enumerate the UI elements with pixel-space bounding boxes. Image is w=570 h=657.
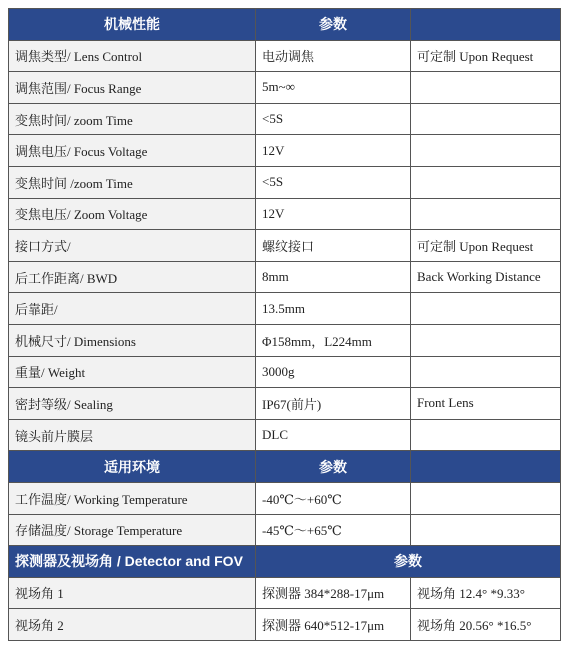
param-note [411, 514, 561, 546]
table-row [9, 324, 561, 356]
param-note: 视场角 20.56° *16.5° [411, 609, 561, 641]
table-row [9, 577, 561, 609]
param-value: 探测器 640*512-17μm [256, 609, 411, 641]
param-value: <5S [256, 166, 411, 198]
param-name: 接口方式/ [9, 230, 256, 262]
param-value: 5m~∞ [256, 72, 411, 104]
param-note [411, 166, 561, 198]
param-name: 密封等级/ Sealing [9, 388, 256, 420]
table-row [9, 135, 561, 167]
param-note: 视场角 12.4° *9.33° [411, 577, 561, 609]
param-value: 12V [256, 135, 411, 167]
param-value: 13.5mm [256, 293, 411, 325]
param-note [411, 356, 561, 388]
section-title: 探测器及视场角 / Detector and FOV [9, 546, 256, 578]
table-row [9, 103, 561, 135]
section-header [9, 546, 561, 578]
table-row [9, 293, 561, 325]
param-name: 后靠距/ [9, 293, 256, 325]
table-row [9, 388, 561, 420]
table-row [9, 198, 561, 230]
param-name: 变焦时间 /zoom Time [9, 166, 256, 198]
param-name: 后工作距离/ BWD [9, 261, 256, 293]
param-name: 重量/ Weight [9, 356, 256, 388]
table-row [9, 419, 561, 451]
param-note: Front Lens [411, 388, 561, 420]
param-name: 视场角 1 [9, 577, 256, 609]
section-header [9, 9, 561, 41]
param-value: 8mm [256, 261, 411, 293]
param-value: 12V [256, 198, 411, 230]
param-value: -40℃～+60℃ [256, 482, 411, 514]
table-row [9, 482, 561, 514]
param-note [411, 419, 561, 451]
param-value: Φ158mm，L224mm [256, 324, 411, 356]
section-column-header [411, 9, 561, 41]
table-row [9, 166, 561, 198]
param-name: 变焦电压/ Zoom Voltage [9, 198, 256, 230]
param-name: 调焦电压/ Focus Voltage [9, 135, 256, 167]
param-name: 机械尺寸/ Dimensions [9, 324, 256, 356]
param-value: <5S [256, 103, 411, 135]
param-name: 调焦范围/ Focus Range [9, 72, 256, 104]
param-note [411, 482, 561, 514]
param-value: 探测器 384*288-17μm [256, 577, 411, 609]
param-note [411, 135, 561, 167]
section-column-header: 参数 [256, 546, 561, 578]
table-row [9, 72, 561, 104]
param-value: 螺纹接口 [256, 230, 411, 262]
param-value: -45℃～+65℃ [256, 514, 411, 546]
section-header [9, 451, 561, 483]
param-name: 镜头前片膜层 [9, 419, 256, 451]
param-note [411, 198, 561, 230]
table-row [9, 40, 561, 72]
section-column-header [411, 451, 561, 483]
param-note: 可定制 Upon Request [411, 230, 561, 262]
param-value: 3000g [256, 356, 411, 388]
param-note [411, 103, 561, 135]
param-name: 调焦类型/ Lens Control [9, 40, 256, 72]
param-name: 变焦时间/ zoom Time [9, 103, 256, 135]
param-value: IP67(前片) [256, 388, 411, 420]
section-column-header: 参数 [256, 9, 411, 41]
param-note: 可定制 Upon Request [411, 40, 561, 72]
param-value: 电动调焦 [256, 40, 411, 72]
table-row [9, 356, 561, 388]
param-note [411, 72, 561, 104]
param-note [411, 324, 561, 356]
param-note [411, 293, 561, 325]
param-name: 工作温度/ Working Temperature [9, 482, 256, 514]
param-value: DLC [256, 419, 411, 451]
section-column-header: 参数 [256, 451, 411, 483]
param-name: 存储温度/ Storage Temperature [9, 514, 256, 546]
spec-table [8, 8, 561, 641]
section-title: 机械性能 [9, 9, 256, 41]
table-row [9, 261, 561, 293]
table-row [9, 230, 561, 262]
table-row [9, 514, 561, 546]
param-name: 视场角 2 [9, 609, 256, 641]
param-note: Back Working Distance [411, 261, 561, 293]
section-title: 适用环境 [9, 451, 256, 483]
table-row [9, 609, 561, 641]
